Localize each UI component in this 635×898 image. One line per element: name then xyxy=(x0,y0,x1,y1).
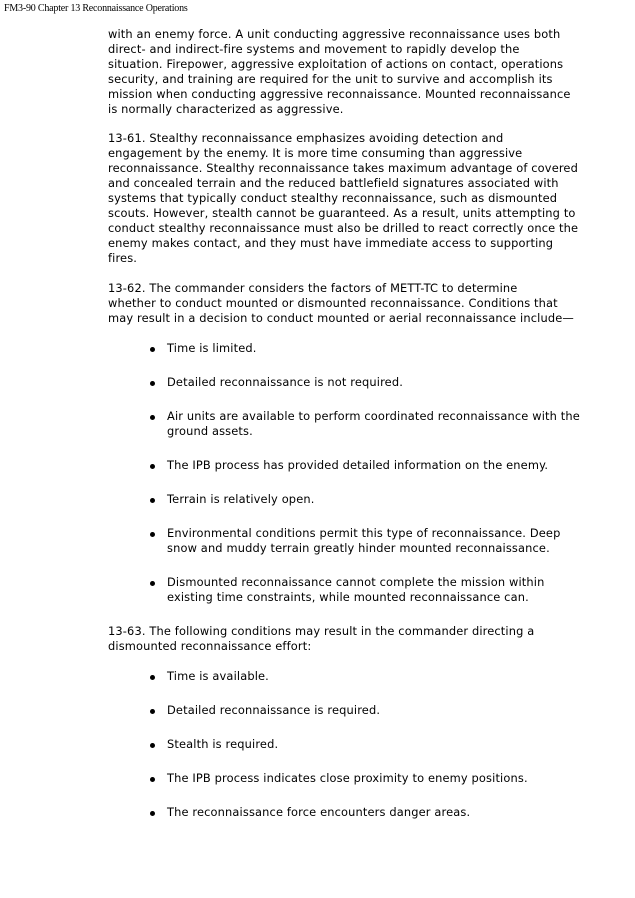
list-item-text: The IPB process has provided detailed information on the enemy. xyxy=(167,458,549,472)
bullet-icon xyxy=(150,675,155,680)
list-item xyxy=(108,409,606,439)
bullet-icon xyxy=(150,415,155,420)
list-item-text: Terrain is relatively open. xyxy=(167,492,315,506)
bullet-icon xyxy=(150,581,155,586)
list-item xyxy=(108,771,606,786)
list-item xyxy=(108,669,606,684)
bullet-icon xyxy=(150,811,155,816)
list-item-text: Detailed reconnaissance is required. xyxy=(167,703,381,717)
list-item xyxy=(108,703,606,718)
mounted-conditions-list xyxy=(108,341,606,605)
list-item-text: Time is available. xyxy=(167,669,269,683)
paragraph-13-63: 13-63. The following conditions may result in the commander directing a dismounted reconnaissance effort: xyxy=(108,624,535,653)
list-item xyxy=(108,375,606,390)
list-item xyxy=(108,341,606,356)
bullet-icon xyxy=(150,743,155,748)
list-item xyxy=(108,805,606,820)
paragraph-13-61: 13-61. Stealthy reconnaissance emphasizes avoiding detection and engagement by the enemy. It is more time consuming than aggressive reconnaissance. Stealthy reconnaissance takes maximum advantage of covered and concealed terrain and the reduced battlefield signatures associated with systems that typically conduct stealthy reconnaissance, such as dismounted scouts. However, stealth cannot be guaranteed. As a result, units attempting to conduct stealthy reconnaissance must also be drilled to react correctly once the enemy makes contact, and they must have immediate access to supporting fires. xyxy=(108,131,579,265)
paragraph-continuation: with an enemy force. A unit conducting aggressive reconnaissance uses both direct- and indirect-fire systems and movement to rapidly develop the situation. Firepower, aggressive exploitation of actions on contact, operations security, and training are required for the unit to survive and accomplish its mission when conducting aggressive reconnaissance. Mounted reconnaissance is normally characterized as aggressive. xyxy=(108,27,571,116)
list-item-text: Detailed reconnaissance is not required. xyxy=(167,375,403,389)
list-item xyxy=(108,526,606,556)
list-item-text: Air units are available to perform coordinated reconnaissance with the ground assets. xyxy=(167,409,580,438)
list-item-text: Environmental conditions permit this type of reconnaissance. Deep snow and muddy terrain greatly hinder mounted reconnaissance. xyxy=(167,526,561,555)
document-body xyxy=(108,27,606,839)
bullet-icon xyxy=(150,777,155,782)
bullet-icon xyxy=(150,347,155,352)
list-item-text: The reconnaissance force encounters danger areas. xyxy=(167,805,471,819)
page-header: FM3-90 Chapter 13 Reconnaissance Operations xyxy=(4,3,188,14)
list-item xyxy=(108,575,606,605)
paragraph-13-62: 13-62. The commander considers the factors of METT-TC to determine whether to conduct mounted or dismounted reconnaissance. Conditions that may result in a decision to conduct mounted or aerial reconnaissance include— xyxy=(108,281,574,325)
list-item-text: Dismounted reconnaissance cannot complete the mission within existing time constraints, while mounted reconnaissance can. xyxy=(167,575,545,604)
list-item-text: Stealth is required. xyxy=(167,737,279,751)
list-item xyxy=(108,492,606,507)
list-item xyxy=(108,737,606,752)
bullet-icon xyxy=(150,381,155,386)
dismounted-conditions-list xyxy=(108,669,606,820)
bullet-icon xyxy=(150,532,155,537)
bullet-icon xyxy=(150,464,155,469)
list-item-text: The IPB process indicates close proximity to enemy positions. xyxy=(167,771,528,785)
bullet-icon xyxy=(150,709,155,714)
list-item-text: Time is limited. xyxy=(167,341,257,355)
list-item xyxy=(108,458,606,473)
bullet-icon xyxy=(150,498,155,503)
